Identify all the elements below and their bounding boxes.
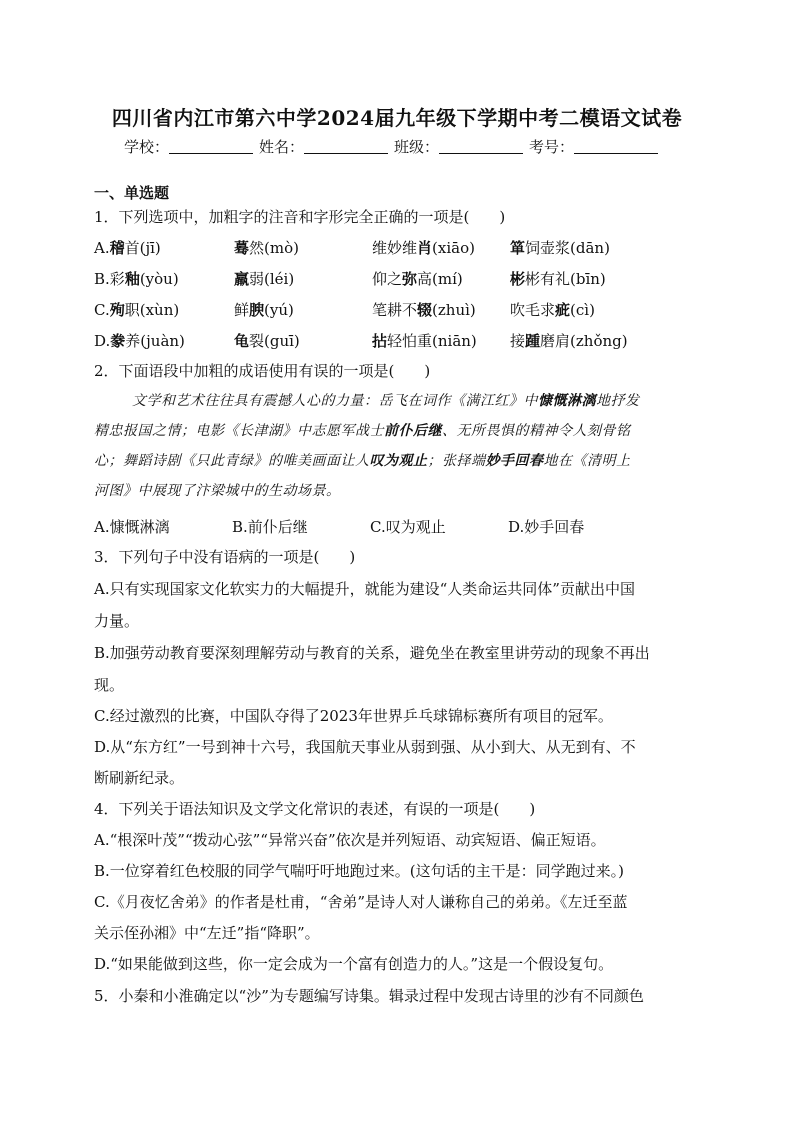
- q3-line: D.从“东方红”一号到神十六号，我国航天事业从弱到强、从小到大、从无到有、不: [94, 738, 636, 756]
- q2-passage: [94, 386, 704, 506]
- student-info-line: [124, 136, 684, 157]
- q3-line: 力量。: [94, 612, 140, 630]
- passage-line: 心；舞蹈诗剧《只此青绿》的唯美画面让人叹为观止；张择端妙手回春地在《清明上: [94, 453, 631, 469]
- class-blank[interactable]: [439, 139, 523, 154]
- school-label: 学校：: [124, 138, 170, 156]
- q1-stem: 1．下列选项中，加粗字的注音和字形完全正确的一项是( ): [94, 208, 506, 226]
- number-label: 考号：: [529, 138, 575, 156]
- q3-line: B.加强劳动教育要深刻理解劳动与教育的关系，避免坐在教室里讲劳动的现象不再出: [94, 644, 650, 662]
- q3-line: 断刷新纪录。: [94, 769, 185, 787]
- q3-stem: 3．下列句子中没有语病的一项是( ): [94, 548, 356, 566]
- q3-line: C.经过激烈的比赛，中国队夺得了2023年世界乒乓球锦标赛所有项目的冠军。: [94, 707, 613, 725]
- q2-option-c: C.叹为观止: [370, 518, 446, 536]
- q4-line: A.“根深叶茂”“拨动心弦”“异常兴奋”依次是并列短语、动宾短语、偏正短语。: [94, 831, 606, 849]
- q4-line: C.《月夜忆舍弟》的作者是杜甫，“舍弟”是诗人对人谦称自己的弟弟。《左迁至蓝: [94, 893, 628, 911]
- q2-option-a: A.慷慨淋漓: [94, 518, 170, 536]
- q2-stem: 2．下面语段中加粗的成语使用有误的一项是( ): [94, 362, 431, 380]
- passage-line: 精忠报国之情；电影《长津湖》中志愿军战士前仆后继、无所畏惧的精神令人刻骨铭: [94, 423, 631, 439]
- page-title: 四川省内江市第六中学2024届九年级下学期中考二模语文试卷: [111, 106, 683, 130]
- school-blank[interactable]: [169, 139, 253, 154]
- q4-line: D.“如果能做到这些，你一定会成为一个富有创造力的人。”这是一个假设复句。: [94, 955, 614, 973]
- q4-line: 关示侄孙湘》中“左迁”指“降职”。: [94, 924, 320, 942]
- q5-stem: 5．小秦和小淮确定以“沙”为专题编写诗集。辑录过程中发现古诗里的沙有不同颜色: [94, 987, 644, 1005]
- q3-line: A.只有实现国家文化软实力的大幅提升，就能为建设“人类命运共同体”贡献出中国: [94, 580, 635, 598]
- passage-line: 河图》中展现了汴梁城中的生动场景。: [94, 483, 341, 499]
- q2-option-d: D.妙手回春: [508, 518, 585, 536]
- section-heading: 一、单选题: [94, 184, 170, 202]
- q2-option-b: B.前仆后继: [232, 518, 308, 536]
- q4-stem: 4．下列关于语法知识及文学文化常识的表述，有误的一项是( ): [94, 800, 536, 818]
- q4-line: B.一位穿着红色校服的同学气喘吁吁地跑过来。(这句话的主干是：同学跑过来。): [94, 862, 624, 880]
- number-blank[interactable]: [574, 139, 658, 154]
- q3-line: 现。: [94, 676, 125, 694]
- name-blank[interactable]: [304, 139, 388, 154]
- exam-page: 四川省内江市第六中学2024届九年级下学期中考二模语文试卷 学校： 姓名： 班级： 考号： 一、单选题 1．下列选项中，加粗字的注音和字形完全正确的一项是( ) A.稽首(jī) 蓦然(mò) 维妙维肖(xiāo) 箪饲壶浆(dān) B.彩釉(yòu) 羸弱(léi) 仰之弥高(mí) 彬彬有礼(bīn) C.殉职(xùn) 鲜腴(yú) 笔耕不辍(zhuì) 吹毛求疵(cì) D.豢养(juàn) 龟裂(guī) 拈轻怕重(niān) 接踵磨肩(zhǒng) 2．下面语段中加粗的成语使用有误的一项是( ) 文学和艺术往往具有震撼人心的力量：岳飞在词作《满江红》中慷慨淋漓地抒发 精忠报国之情；电影《长津湖》中志愿军战士前仆后继、无所畏惧的精神令人刻骨铭 心；舞蹈诗剧《只此青绿》的唯美画面让人叹为观止；张择端妙手回春地在《清明上 河图》中展现了汴梁城中的生动场景。 A.慷慨淋漓 B.前仆后继 C.叹为观止 D.妙手回春 3．下列句子中没有语病的一项是( ) A.只有实现国家文化软实力的大幅提升，就能为建设“人类命运共同体”贡献出中国 力量。 B.加强劳动教育要深刻理解劳动与教育的关系，避免坐在教室里讲劳动的现象不再出 现。 C.经过激烈的比赛，中国队夺得了2023年世界乒乓球锦标赛所有项目的冠军。 D.从“东方红”一号到神十六号，我国航天事业从弱到强、从小到大、从无到有、不 断刷新纪录。 4．下列关于语法知识及文学文化常识的表述，有误的一项是( ) A.“根深叶茂”“拨动心弦”“异常兴奋”依次是并列短语、动宾短语、偏正短语。 B.一位穿着红色校服的同学气喘吁吁地跑过来。(这句话的主干是：同学跑过来。) C.《月夜忆舍弟》的作者是杜甫，“舍弟”是诗人对人谦称自己的弟弟。《左迁至蓝 关示侄孙湘》中“左迁”指“降职”。 D.“如果能做到这些，你一定会成为一个富有创造力的人。”这是一个假设复句。 5．小秦和小淮确定以“沙”为专题编写诗集。辑录过程中发现古诗里的沙有不同颜色: [0, 0, 794, 1123]
- name-label: 姓名：: [259, 138, 305, 156]
- class-label: 班级：: [394, 138, 440, 156]
- passage-line: 文学和艺术往往具有震撼人心的力量：岳飞在词作《满江红》中慷慨淋漓地抒发: [132, 393, 640, 409]
